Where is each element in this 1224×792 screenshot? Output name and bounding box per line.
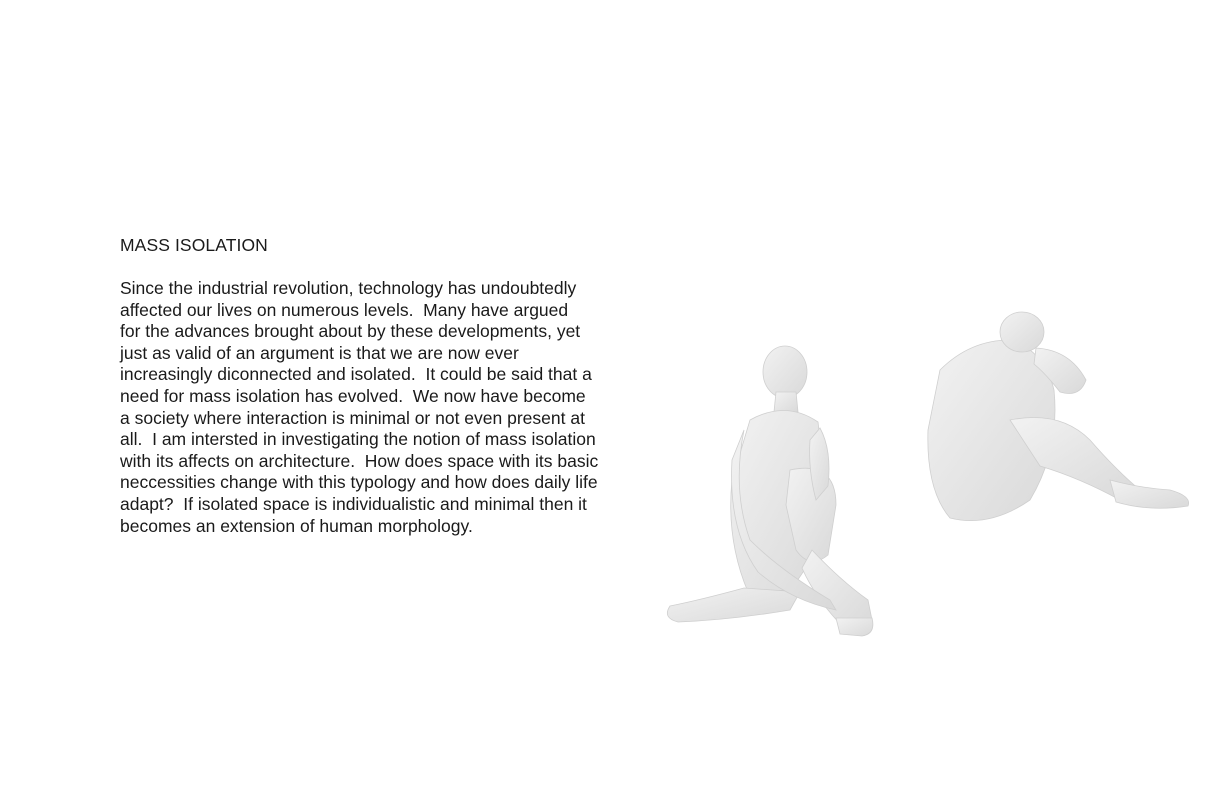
essay-line: need for mass isolation has evolved. We now have become xyxy=(120,385,586,406)
figure-illustrations xyxy=(640,300,1220,650)
essay-line: adapt? If isolated space is individualistic and minimal then it xyxy=(120,493,587,514)
figures-svg xyxy=(640,300,1220,650)
essay-line: becomes an extension of human morphology. xyxy=(120,515,473,536)
essay-line: for the advances brought about by these developments, yet xyxy=(120,321,581,342)
page-title: MASS ISOLATION xyxy=(120,235,268,255)
essay-line: Since the industrial revolution, technology has undoubtedly xyxy=(120,278,577,298)
crouched-figure-icon xyxy=(928,312,1189,521)
essay-line: affected our lives on numerous levels. Many have argued xyxy=(120,299,569,320)
essay-line: increasingly diconnected and isolated. It could be said that a xyxy=(120,364,592,385)
seated-figure-icon xyxy=(667,346,873,636)
essay-paragraph xyxy=(120,278,640,537)
essay-line: just as valid of an argument is that we are now ever xyxy=(120,342,519,363)
essay-line: a society where interaction is minimal or not even present at xyxy=(120,407,585,428)
essay-line: neccessities change with this typology and how does daily life xyxy=(120,472,598,493)
essay-line: with its affects on architecture. How does space with its basic xyxy=(120,450,599,471)
essay-line: all. I am intersted in investigating the notion of mass isolation xyxy=(120,429,596,450)
